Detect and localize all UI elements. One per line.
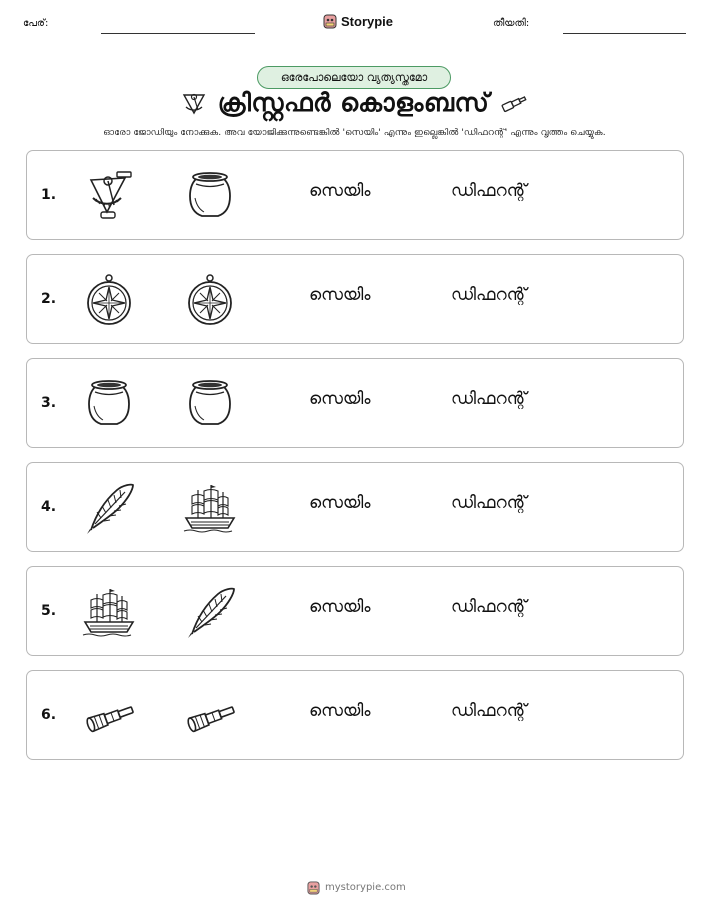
name-label: പേര്: [23, 18, 49, 29]
telescope-icon [499, 92, 529, 114]
same-option[interactable]: സെയിം [309, 181, 371, 201]
same-option[interactable]: സെയിം [309, 389, 371, 409]
pair-row-2 [26, 254, 684, 344]
same-option[interactable]: സെയിം [309, 493, 371, 513]
row-number: 3. [41, 395, 57, 411]
different-option[interactable]: ഡിഫറന്റ് [451, 597, 527, 617]
footer-url[interactable]: mystorypie.com [325, 882, 406, 893]
telescope-icon [182, 688, 238, 744]
pair-row-1 [26, 150, 684, 240]
different-option[interactable]: ഡിഫറന്റ് [451, 701, 527, 721]
same-option[interactable]: സെയിം [309, 701, 371, 721]
brand-name: Storypie [341, 13, 394, 29]
row-number: 2. [41, 291, 57, 307]
row-number: 5. [41, 603, 57, 619]
ship-icon [182, 480, 238, 536]
pair-row-6 [26, 670, 684, 760]
different-option[interactable]: ഡിഫറന്റ് [451, 389, 527, 409]
row-number: 6. [41, 707, 57, 723]
instructions: ഓരോ ജോഡിയും നോക്കുക. അവ യോജിക്കുന്നുണ്ടെങ്കിൽ 'സെയിം' എന്നും ഇല്ലെങ്കിൽ 'ഡിഫറന്റ്' എന്നും വൃത്തം ചെയ്യുക. [103, 127, 606, 138]
row-number: 4. [41, 499, 57, 515]
worksheet-type-badge: ഒരേപോലെയോ വ്യത്യസ്തമോ [257, 66, 451, 89]
pot-icon [182, 168, 238, 224]
different-option[interactable]: ഡിഫറന്റ് [451, 181, 527, 201]
pot-icon [81, 376, 137, 432]
sextant-icon [81, 168, 137, 224]
storypie-logo [323, 13, 393, 29]
title-row [0, 88, 709, 118]
compass-icon [182, 272, 238, 328]
same-option[interactable]: സെയിം [309, 597, 371, 617]
quill-icon [182, 584, 238, 640]
pair-row-5 [26, 566, 684, 656]
sextant-icon [180, 89, 208, 117]
pair-row-3 [26, 358, 684, 448]
different-option[interactable]: ഡിഫറന്റ് [451, 285, 527, 305]
page-title: ക്രിസ്റ്റഫർ കൊളംബസ് [217, 88, 490, 117]
date-line[interactable] [563, 33, 686, 34]
telescope-icon [81, 688, 137, 744]
name-line[interactable] [101, 33, 255, 34]
storypie-mascot-icon [323, 13, 337, 29]
pot-icon [182, 376, 238, 432]
ship-icon [81, 584, 137, 640]
different-option[interactable]: ഡിഫറന്റ് [451, 493, 527, 513]
footer [307, 880, 406, 895]
row-number: 1. [41, 187, 57, 203]
pair-row-4 [26, 462, 684, 552]
date-label: തീയതി: [493, 18, 530, 29]
quill-icon [81, 480, 137, 536]
storypie-mascot-icon [307, 880, 320, 895]
same-option[interactable]: സെയിം [309, 285, 371, 305]
compass-icon [81, 272, 137, 328]
